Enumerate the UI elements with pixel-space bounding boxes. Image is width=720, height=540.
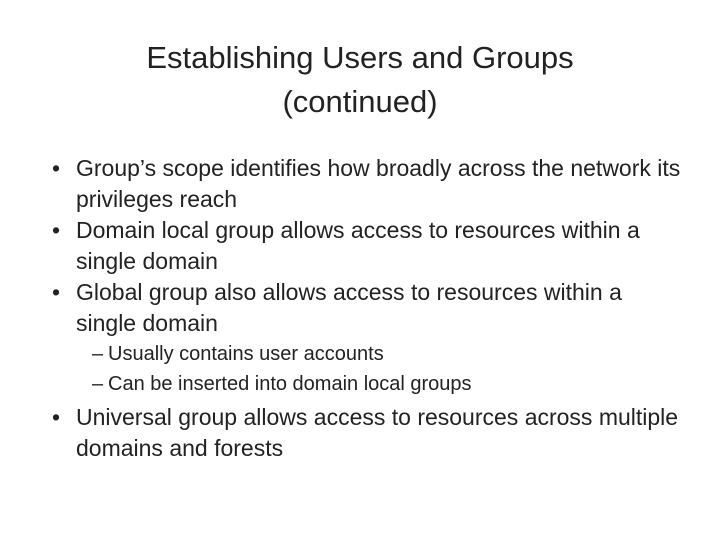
sub-bullet-text: Usually contains user accounts <box>108 343 384 365</box>
sub-bullet-marker: – <box>92 373 104 395</box>
bullet-text: Global group also allows access to resources within a single domain <box>76 279 622 336</box>
bullet-item-scope <box>52 153 682 215</box>
sub-bullet-item-user-accounts <box>92 340 682 368</box>
bullet-marker: • <box>52 404 61 430</box>
bullet-text: Domain local group allows access to resources within a single domain <box>76 217 640 274</box>
bullet-text: Universal group allows access to resources across multiple domains and forests <box>76 404 679 461</box>
bullet-marker: • <box>52 279 61 305</box>
bullet-item-universal <box>52 402 682 464</box>
bullet-marker: • <box>52 155 61 181</box>
sub-bullet-marker: – <box>92 343 104 365</box>
sub-bullet-item-domain-local-groups <box>92 370 682 398</box>
slide-title-line-1: Establishing Users and Groups <box>146 40 574 75</box>
slide-title-line-2: (continued) <box>282 84 438 119</box>
sub-bullet-text: Can be inserted into domain local groups <box>108 373 472 395</box>
bullet-text: Group’s scope identifies how broadly across the network its privileges reach <box>76 155 681 212</box>
bullet-item-domain-local <box>52 215 682 277</box>
bullet-item-global <box>52 277 682 339</box>
bullet-marker: • <box>52 217 61 243</box>
